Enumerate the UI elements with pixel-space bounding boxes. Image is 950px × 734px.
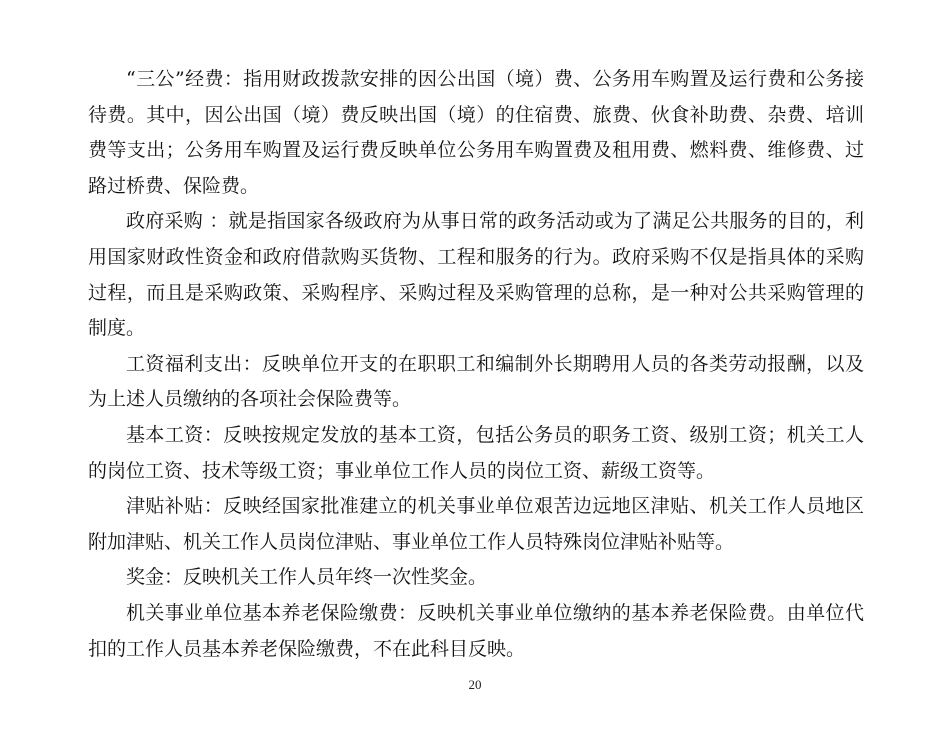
paragraph-government-procurement: 政府采购 ：就是指国家各级政府为从事日常的政务活动或为了满足公共服务的目的，利用国家财政性资金和政府借款购买货物、工程和服务的行为。政府采购不仅是指具体的采购过程，而且是采购政策、采购程序、采购过程及采购管理的总称，是一种对公共采购管理的制度。 xyxy=(88,210,864,340)
paragraph-allowances: 津贴补贴：反映经国家批准建立的机关事业单位艰苦边远地区津贴、机关工作人员地区附加津贴、机关工作人员岗位津贴、事业单位工作人员特殊岗位津贴补贴等。 xyxy=(88,495,864,553)
page-number: 20 xyxy=(468,677,482,692)
document-body xyxy=(88,62,864,667)
paragraph-basic-wage: 基本工资：反映按规定发放的基本工资，包括公务员的职务工资、级别工资；机关工人的岗位工资、技术等级工资；事业单位工作人员的岗位工资、薪级工资等。 xyxy=(88,423,864,482)
paragraph-wage-welfare: 工资福利支出：反映单位开支的在职职工和编制外长期聘用人员的各类劳动报酬，以及为上述人员缴纳的各项社会保险费等。 xyxy=(88,352,864,411)
paragraph-bonus: 奖金：反映机关工作人员年终一次性奖金。 xyxy=(126,566,488,589)
paragraph-sangong-expenses: “三公”经费：指用财政拨款安排的因公出国（境）费、公务用车购置及运行费和公务接待费。其中，因公出国（境）费反映出国（境）的住宿费、旅费、伙食补助费、杂费、培训费等支出；公务用车购置及运行费反映单位公务用车购置费及租用费、燃料费、维修费、过路过桥费、保险费。 xyxy=(88,68,864,197)
paragraph-pension-insurance: 机关事业单位基本养老保险缴费：反映机关事业单位缴纳的基本养老保险费。由单位代扣的工作人员基本养老保险缴费，不在此科目反映。 xyxy=(88,601,864,660)
